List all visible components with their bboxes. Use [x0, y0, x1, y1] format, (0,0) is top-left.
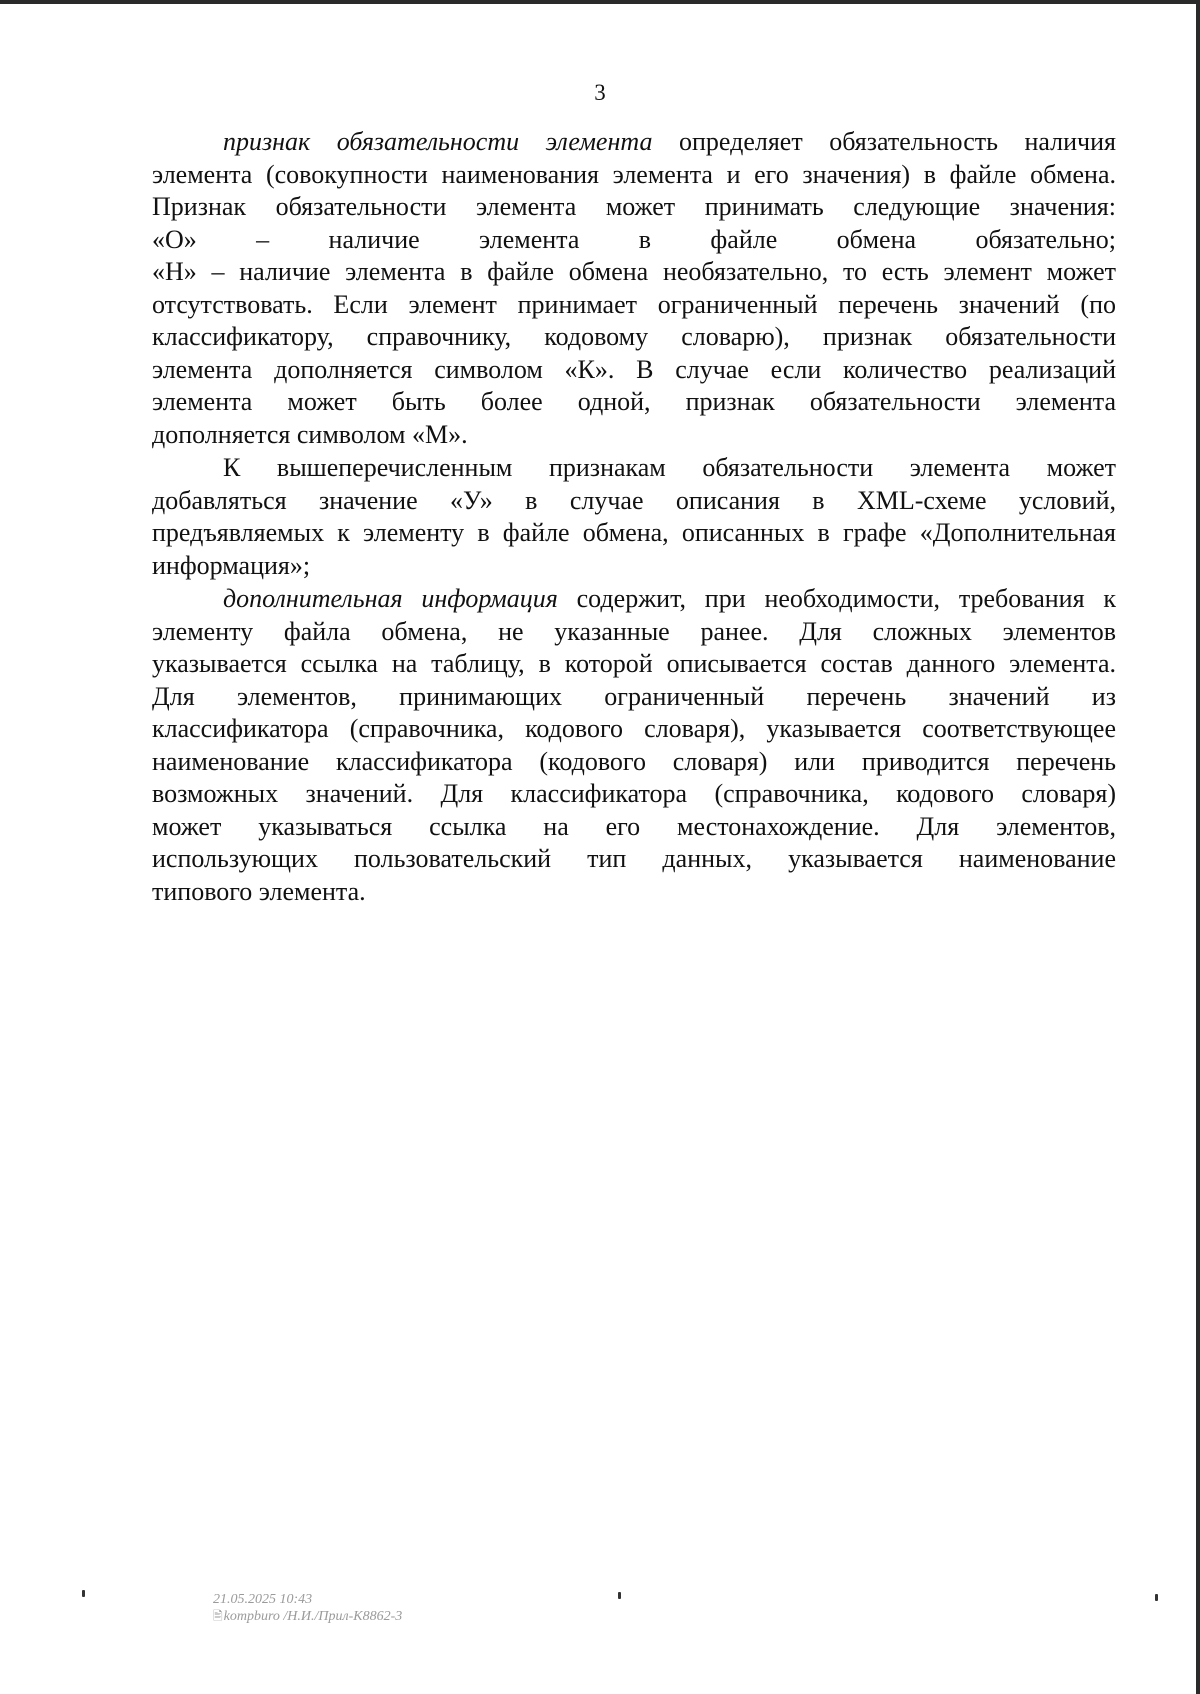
- text-line: использующих пользовательский тип данных, указывается наименование: [152, 844, 1116, 873]
- text-line: «Н» – наличие элемента в файле обмена необязательно, то есть элемент может: [152, 257, 1116, 286]
- text-line: указывается ссылка на таблицу, в которой описывается состав данного элемента.: [152, 649, 1116, 678]
- scan-speck: [618, 1592, 621, 1599]
- stamp-datetime: 21.05.2025 10:43: [213, 1592, 313, 1607]
- text-line: дополнительная информация содержит, при необходимости, требования к: [223, 584, 1116, 613]
- paragraph: [152, 583, 1116, 908]
- text-line: элемента может быть более одной, признак обязательности элемента: [152, 387, 1116, 416]
- italic-term: дополнительная информация: [223, 584, 558, 613]
- stamp-reference-line: [213, 1608, 402, 1625]
- registration-stamp: [213, 1591, 402, 1625]
- text-line: К вышеперечисленным признакам обязательности элемента может: [223, 453, 1116, 482]
- text-line: элемента (совокупности наименования элемента и его значения) в файле обмена.: [152, 159, 1116, 189]
- text-line: элементу файла обмена, не указанные ранее. Для сложных элементов: [152, 616, 1116, 646]
- text-line: «О» – наличие элемента в файле обмена обязательно;: [152, 224, 1116, 254]
- paragraph: [152, 126, 1116, 451]
- paragraph: [152, 452, 1116, 582]
- text-line: Для элементов, принимающих ограниченный перечень значений из: [152, 681, 1116, 711]
- text-line: классификатора (справочника, кодового словаря), указывается соответствующее: [152, 714, 1116, 743]
- text-line: возможных значений. Для классификатора (справочника, кодового словаря): [152, 779, 1116, 808]
- text-line: может указываться ссылка на его местонахождение. Для элементов,: [152, 811, 1116, 841]
- text-line: дополняется символом «М».: [152, 419, 468, 449]
- italic-term: признак обязательности элемента: [223, 127, 653, 156]
- text-line: отсутствовать. Если элемент принимает ограниченный перечень значений (по: [152, 289, 1116, 319]
- page-number: 3: [594, 80, 606, 105]
- text-line: элемента дополняется символом «К». В случае если количество реализаций: [152, 354, 1116, 384]
- document-icon: 🖹: [213, 1609, 223, 1623]
- text-line: наименование классификатора (кодового словаря) или приводится перечень: [152, 746, 1116, 776]
- text-line: классификатору, справочнику, кодовому словарю), признак обязательности: [152, 322, 1116, 351]
- scan-speck: [82, 1590, 85, 1597]
- text-line: добавляться значение «У» в случае описания в XML-схеме условий,: [152, 485, 1116, 515]
- text-line: предъявляемых к элементу в файле обмена, описанных в графе «Дополнительная: [152, 518, 1116, 547]
- body-text: [152, 126, 1116, 909]
- text-line: типового элемента.: [152, 876, 366, 906]
- stamp-reference: kompburo /Н.И./Прил-К8862-3: [223, 1609, 403, 1624]
- text-line: информация»;: [152, 550, 311, 580]
- text-line: Признак обязательности элемента может принимать следующие значения:: [152, 192, 1116, 221]
- text-line: признак обязательности элемента определяет обязательность наличия: [223, 127, 1116, 156]
- scan-speck: [1155, 1594, 1158, 1601]
